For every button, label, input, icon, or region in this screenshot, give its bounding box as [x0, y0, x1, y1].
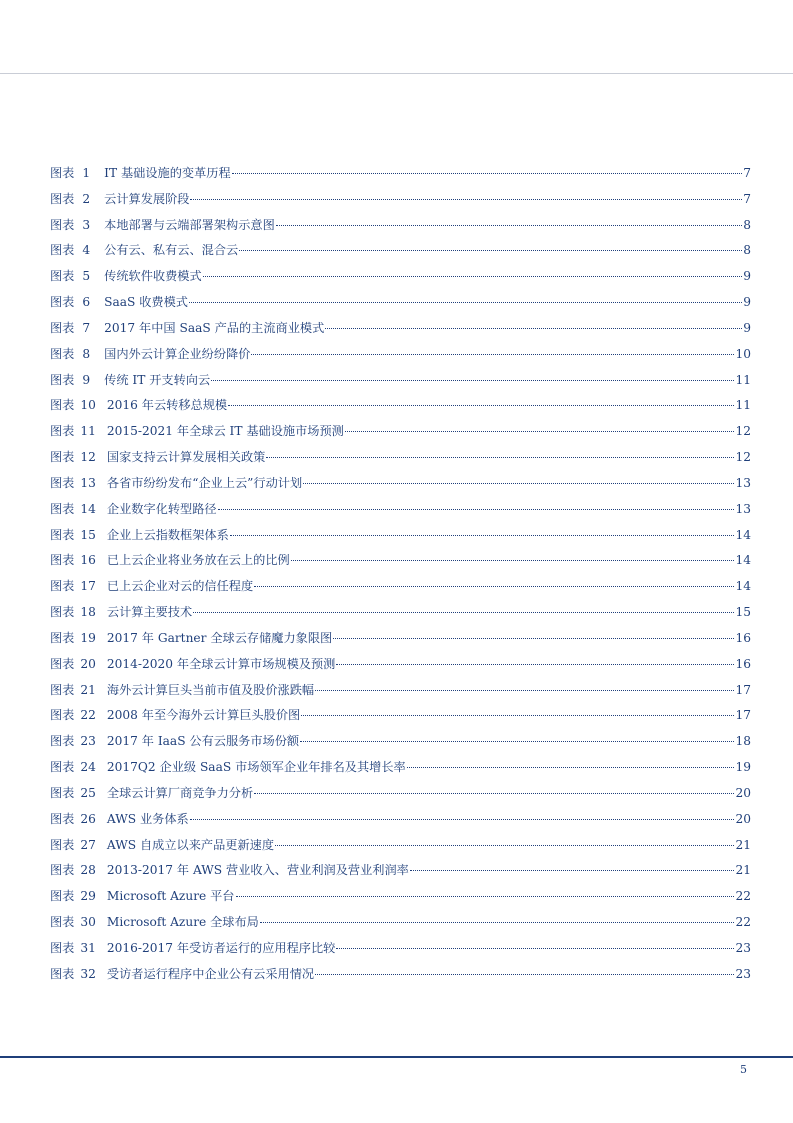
page-ref: 18	[735, 734, 751, 749]
figure-number: 3	[82, 217, 91, 232]
toc-entry[interactable]	[50, 576, 751, 602]
dot-leader	[254, 586, 734, 587]
figure-label: 图表	[50, 579, 75, 594]
figure-number: 5	[82, 269, 91, 284]
figure-label: 图表	[50, 785, 75, 800]
figure-title: 2017 年 IaaS 公有云服务市场份额	[106, 734, 300, 749]
figure-title: 受访者运行程序中企业公有云采用情况	[106, 966, 315, 981]
figure-label: 图表	[50, 837, 75, 852]
figure-title: 云计算发展阶段	[104, 191, 190, 206]
figure-title: SaaS 收费模式	[104, 295, 188, 310]
toc-entry[interactable]	[50, 835, 751, 861]
page-ref: 8	[743, 243, 751, 258]
figure-label: 图表	[50, 630, 75, 645]
figure-number: 25	[80, 785, 96, 800]
dot-leader	[203, 276, 743, 277]
header-divider	[0, 73, 793, 74]
figure-title: 已上云企业对云的信任程度	[106, 579, 254, 594]
figure-label: 图表	[50, 553, 75, 568]
page-ref: 16	[735, 630, 751, 645]
figure-number: 6	[82, 295, 91, 310]
toc-entry[interactable]	[50, 628, 751, 654]
page-ref: 21	[735, 863, 751, 878]
figure-title: Microsoft Azure 平台	[106, 889, 235, 904]
page-ref: 14	[735, 579, 751, 594]
figure-title: 全球云计算厂商竞争力分析	[106, 785, 254, 800]
toc-entry[interactable]	[50, 731, 751, 757]
figure-label: 图表	[50, 398, 75, 413]
page-ref: 14	[735, 527, 751, 542]
dot-leader	[228, 405, 734, 406]
toc-entry[interactable]	[50, 447, 751, 473]
toc-entry[interactable]	[50, 499, 751, 525]
page-ref: 9	[743, 320, 751, 335]
figure-label: 图表	[50, 527, 75, 542]
figure-label: 图表	[50, 656, 75, 671]
figure-number: 26	[80, 811, 96, 826]
figure-number: 23	[80, 734, 96, 749]
figure-label: 图表	[50, 346, 75, 361]
dot-leader	[218, 509, 735, 510]
toc-entry[interactable]	[50, 525, 751, 551]
figure-label: 图表	[50, 475, 75, 490]
toc-entry[interactable]	[50, 602, 751, 628]
toc-entry[interactable]	[50, 370, 751, 396]
dot-leader	[300, 741, 734, 742]
figure-title: 2017 年 Gartner 全球云存储魔力象限图	[106, 630, 333, 645]
dot-leader	[251, 354, 734, 355]
dot-leader	[336, 664, 734, 665]
figure-label: 图表	[50, 605, 75, 620]
figure-number: 30	[80, 915, 96, 930]
toc-entry[interactable]	[50, 395, 751, 421]
page-ref: 9	[743, 269, 751, 284]
page-ref: 14	[735, 553, 751, 568]
dot-leader	[333, 638, 734, 639]
dot-leader	[266, 457, 734, 458]
page-ref: 17	[735, 708, 751, 723]
figure-number: 27	[80, 837, 96, 852]
page-ref: 16	[735, 656, 751, 671]
figure-number: 21	[80, 682, 96, 697]
toc-entry[interactable]	[50, 215, 751, 241]
figure-label: 图表	[50, 217, 75, 232]
figure-number: 9	[82, 372, 91, 387]
figure-number: 17	[80, 579, 96, 594]
page-ref: 11	[735, 398, 751, 413]
dot-leader	[190, 199, 742, 200]
figure-number: 31	[80, 940, 96, 955]
dot-leader	[407, 767, 735, 768]
page-ref: 12	[735, 450, 751, 465]
figure-title: 国内外云计算企业纷纷降价	[104, 346, 251, 361]
figure-label: 图表	[50, 166, 75, 180]
toc-entry[interactable]	[50, 421, 751, 447]
figure-number: 32	[80, 966, 96, 981]
toc-entry[interactable]	[50, 292, 751, 318]
figure-label: 图表	[50, 501, 75, 516]
figure-label: 图表	[50, 915, 75, 930]
figure-label: 图表	[50, 966, 75, 981]
figure-number: 28	[80, 863, 96, 878]
toc-entry[interactable]	[50, 860, 751, 886]
figure-number: 19	[80, 630, 96, 645]
figure-label: 图表	[50, 295, 75, 310]
figure-title: 2016-2017 年受访者运行的应用程序比较	[106, 940, 336, 955]
figure-label: 图表	[50, 863, 75, 878]
figure-number: 14	[80, 501, 96, 516]
figure-label: 图表	[50, 682, 75, 697]
toc-entry[interactable]	[50, 550, 751, 576]
figure-title: 2017 年中国 SaaS 产品的主流商业模式	[104, 320, 325, 335]
figure-title: 2015-2021 年全球云 IT 基础设施市场预测	[106, 424, 344, 439]
toc-entry[interactable]	[50, 266, 751, 292]
figure-number: 20	[80, 656, 96, 671]
page-ref: 12	[735, 424, 751, 439]
dot-leader	[236, 896, 735, 897]
figure-title: IT 基础设施的变革历程	[104, 166, 231, 180]
figure-title: 2014-2020 年全球云计算市场规模及预测	[106, 656, 336, 671]
figure-label: 图表	[50, 320, 75, 335]
toc-entry[interactable]	[50, 654, 751, 680]
toc-entry[interactable]	[50, 964, 751, 990]
figure-title: 企业数字化转型路径	[106, 501, 217, 516]
page-ref: 11	[735, 372, 751, 387]
figure-title: 云计算主要技术	[106, 605, 193, 620]
toc-entry[interactable]	[50, 938, 751, 964]
dot-leader	[260, 922, 735, 923]
figure-title: Microsoft Azure 全球布局	[106, 915, 259, 930]
figure-label: 图表	[50, 889, 75, 904]
dot-leader	[193, 612, 734, 613]
figure-title: AWS 业务体系	[106, 811, 189, 826]
figure-title: 企业上云指数框架体系	[106, 527, 229, 542]
figure-title: AWS 自成立以来产品更新速度	[106, 837, 275, 852]
figure-title: 2016 年云转移总规模	[106, 398, 228, 413]
figure-number: 29	[80, 889, 96, 904]
figure-number: 15	[80, 527, 96, 542]
dot-leader	[275, 845, 734, 846]
figure-title: 海外云计算巨头当前市值及股价涨跌幅	[106, 682, 315, 697]
figure-title: 各省市纷纷发布“企业上云”行动计划	[106, 475, 303, 490]
page-ref: 13	[735, 475, 751, 490]
page-ref: 23	[735, 966, 751, 981]
figure-label: 图表	[50, 734, 75, 749]
toc-entry[interactable]	[50, 912, 751, 938]
dot-leader	[211, 380, 734, 381]
figure-number: 22	[80, 708, 96, 723]
toc-entry[interactable]	[50, 473, 751, 499]
figure-number: 2	[82, 191, 91, 206]
figure-label: 图表	[50, 450, 75, 465]
figure-title: 2008 年至今海外云计算巨头股价图	[106, 708, 301, 723]
figure-number: 4	[82, 243, 91, 258]
page-ref: 22	[735, 889, 751, 904]
figure-list	[50, 163, 751, 990]
page-ref: 8	[743, 217, 751, 232]
figure-label: 图表	[50, 269, 75, 284]
page-ref: 21	[735, 837, 751, 852]
dot-leader	[254, 793, 734, 794]
dot-leader	[239, 250, 742, 251]
figure-title: 国家支持云计算发展相关政策	[106, 450, 266, 465]
figure-label: 图表	[50, 760, 75, 775]
figure-title: 2017Q2 企业级 SaaS 市场领军企业年排名及其增长率	[106, 760, 406, 775]
figure-number: 13	[80, 475, 96, 490]
figure-number: 18	[80, 605, 96, 620]
toc-entry[interactable]	[50, 705, 751, 731]
figure-number: 16	[80, 553, 96, 568]
figure-number: 24	[80, 760, 96, 775]
figure-title: 2013-2017 年 AWS 营业收入、营业利润及营业利润率	[106, 863, 409, 878]
figure-label: 图表	[50, 191, 75, 206]
page-ref: 7	[743, 166, 751, 180]
dot-leader	[410, 870, 735, 871]
toc-entry[interactable]	[50, 680, 751, 706]
footer-divider	[0, 1056, 793, 1058]
figure-label: 图表	[50, 372, 75, 387]
page-number: 5	[740, 1063, 747, 1076]
page-ref: 22	[735, 915, 751, 930]
toc-entry[interactable]	[50, 783, 751, 809]
figure-title: 本地部署与云端部署架构示意图	[104, 217, 275, 232]
page-ref: 9	[743, 295, 751, 310]
dot-leader	[291, 560, 735, 561]
dot-leader	[315, 690, 734, 691]
figure-number: 7	[82, 320, 91, 335]
figure-number: 1	[82, 166, 91, 180]
page-ref: 20	[735, 811, 751, 826]
page-ref: 15	[735, 605, 751, 620]
figure-title: 传统 IT 开支转向云	[104, 372, 211, 387]
toc-entry[interactable]	[50, 163, 751, 189]
page-ref: 7	[743, 191, 751, 206]
toc-entry[interactable]	[50, 189, 751, 215]
page-ref: 20	[735, 785, 751, 800]
page-ref: 13	[735, 501, 751, 516]
dot-leader	[345, 431, 735, 432]
figure-title: 已上云企业将业务放在云上的比例	[106, 553, 290, 568]
toc-entry[interactable]	[50, 886, 751, 912]
dot-leader	[276, 225, 742, 226]
dot-leader	[303, 483, 734, 484]
page-ref: 19	[735, 760, 751, 775]
page-ref: 17	[735, 682, 751, 697]
figure-label: 图表	[50, 811, 75, 826]
figure-number: 10	[80, 398, 96, 413]
toc-entry[interactable]	[50, 318, 751, 344]
figure-label: 图表	[50, 940, 75, 955]
figure-number: 8	[82, 346, 91, 361]
figure-number: 12	[80, 450, 96, 465]
figure-label: 图表	[50, 243, 75, 258]
dot-leader	[189, 302, 742, 303]
figure-title: 传统软件收费模式	[104, 269, 202, 284]
dot-leader	[315, 974, 734, 975]
dot-leader	[325, 328, 742, 329]
toc-entry[interactable]	[50, 240, 751, 266]
toc-entry[interactable]	[50, 809, 751, 835]
page-ref: 23	[735, 940, 751, 955]
dot-leader	[190, 819, 735, 820]
figure-number: 11	[80, 424, 96, 439]
dot-leader	[336, 948, 734, 949]
figure-title: 公有云、私有云、混合云	[104, 243, 239, 258]
dot-leader	[232, 173, 743, 174]
toc-entry[interactable]	[50, 757, 751, 783]
dot-leader	[301, 715, 734, 716]
toc-entry[interactable]	[50, 344, 751, 370]
dot-leader	[230, 535, 735, 536]
figure-label: 图表	[50, 424, 75, 439]
page-ref: 10	[735, 346, 751, 361]
figure-label: 图表	[50, 708, 75, 723]
